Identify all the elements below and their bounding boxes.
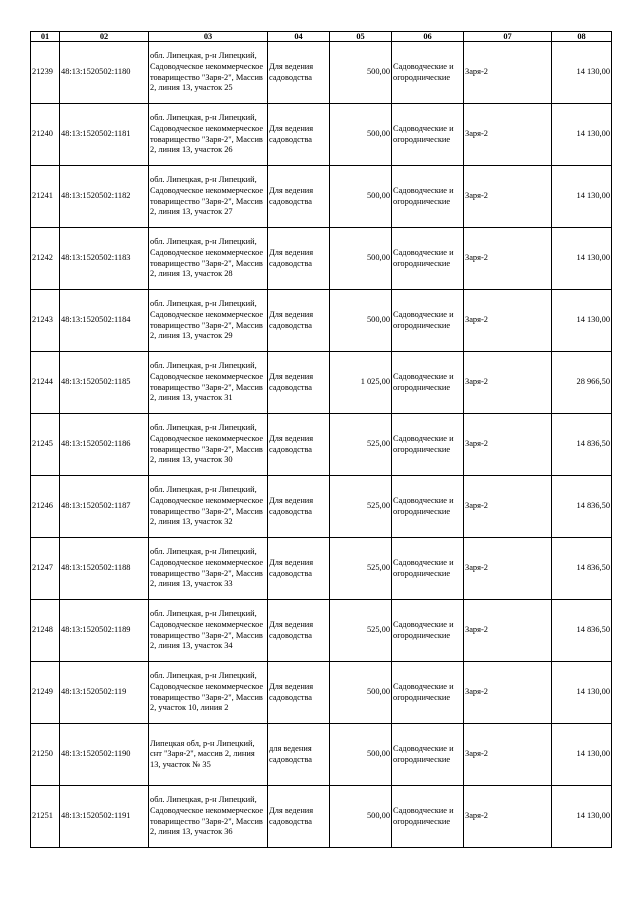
cadastral-value-cell: 14 130,00 [552,228,612,290]
area-cell: 525,00 [330,538,392,600]
permitted-use-cell: для ведения садоводства [268,724,330,786]
permitted-use-cell: Для ведения садоводства [268,104,330,166]
address-cell: обл. Липецкая, р-н Липецкий, Садоводческое некоммерческое товарищество "Заря-2", Массив 2, линия 13, участок 28 [149,228,268,290]
settlement-name-cell: Заря-2 [464,42,552,104]
record-id-cell: 21241 [31,166,60,228]
cadastral-number-cell: 48:13:1520502:1181 [60,104,149,166]
record-id-cell: 21250 [31,724,60,786]
area-cell: 500,00 [330,166,392,228]
permitted-use-cell: Для ведения садоводства [268,166,330,228]
record-id-cell: 21249 [31,662,60,724]
cadastral-number-cell: 48:13:1520502:119 [60,662,149,724]
cadastral-number-cell: 48:13:1520502:1188 [60,538,149,600]
table-row [31,104,612,166]
permitted-use-cell: Для ведения садоводства [268,42,330,104]
area-cell: 500,00 [330,42,392,104]
table-row [31,228,612,290]
address-cell: обл. Липецкая, р-н Липецкий, Садоводческое некоммерческое товарищество "Заря-2", Массив 2, линия 13, участок 32 [149,476,268,538]
record-id-cell: 21242 [31,228,60,290]
table-row [31,662,612,724]
category-cell: Садоводческие и огороднические [392,662,464,724]
area-cell: 500,00 [330,104,392,166]
cadastral-value-cell: 14 130,00 [552,786,612,848]
table-row [31,538,612,600]
category-cell: Садоводческие и огороднические [392,600,464,662]
category-cell: Садоводческие и огороднические [392,414,464,476]
address-cell: обл. Липецкая, р-н Липецкий, Садоводческое некоммерческое товарищество "Заря-2", Массив 2, линия 13, участок 31 [149,352,268,414]
address-cell: обл. Липецкая, р-н Липецкий, Садоводческое некоммерческое товарищество "Заря-2", Массив 2, линия 13, участок 29 [149,290,268,352]
table-row [31,166,612,228]
area-cell: 500,00 [330,724,392,786]
cadastral-number-cell: 48:13:1520502:1182 [60,166,149,228]
settlement-name-cell: Заря-2 [464,724,552,786]
record-id-cell: 21240 [31,104,60,166]
category-cell: Садоводческие и огороднические [392,786,464,848]
area-cell: 525,00 [330,476,392,538]
table-row [31,600,612,662]
cadastral-value-cell: 14 130,00 [552,724,612,786]
cadastral-value-cell: 14 130,00 [552,290,612,352]
settlement-name-cell: Заря-2 [464,662,552,724]
category-cell: Садоводческие и огороднические [392,290,464,352]
area-cell: 525,00 [330,600,392,662]
address-cell: обл. Липецкая, р-н Липецкий, Садоводческое некоммерческое товарищество "Заря-2", Массив 2, линия 13, участок 34 [149,600,268,662]
settlement-name-cell: Заря-2 [464,352,552,414]
settlement-name-cell: Заря-2 [464,166,552,228]
cadastral-number-cell: 48:13:1520502:1185 [60,352,149,414]
category-cell: Садоводческие и огороднические [392,42,464,104]
cadastral-value-cell: 28 966,50 [552,352,612,414]
record-id-cell: 21243 [31,290,60,352]
record-id-cell: 21239 [31,42,60,104]
column-header: 08 [552,32,612,42]
record-id-cell: 21246 [31,476,60,538]
address-cell: обл. Липецкая, р-н Липецкий, Садоводческое некоммерческое товарищество "Заря-2", Массив 2, линия 13, участок 26 [149,104,268,166]
cadastral-value-cell: 14 836,50 [552,538,612,600]
address-cell: обл. Липецкая, р-н Липецкий, Садоводческое некоммерческое товарищество "Заря-2", Массив 2, линия 13, участок 36 [149,786,268,848]
column-header: 06 [392,32,464,42]
address-cell: обл. Липецкая, р-н Липецкий, Садоводческое некоммерческое товарищество "Заря-2", Массив 2, участок 10, линия 2 [149,662,268,724]
settlement-name-cell: Заря-2 [464,786,552,848]
land-registry-table [30,31,612,848]
column-header: 02 [60,32,149,42]
permitted-use-cell: Для ведения садоводства [268,662,330,724]
table-row [31,290,612,352]
column-header: 01 [31,32,60,42]
address-cell: Липецкая обл, р-н Липецкий, снт "Заря-2", массив 2, линия 13, участок № 35 [149,724,268,786]
address-cell: обл. Липецкая, р-н Липецкий, Садоводческое некоммерческое товарищество "Заря-2", Массив 2, линия 13, участок 33 [149,538,268,600]
category-cell: Садоводческие и огороднические [392,166,464,228]
cadastral-number-cell: 48:13:1520502:1187 [60,476,149,538]
cadastral-number-cell: 48:13:1520502:1191 [60,786,149,848]
area-cell: 500,00 [330,228,392,290]
category-cell: Садоводческие и огороднические [392,476,464,538]
area-cell: 500,00 [330,662,392,724]
cadastral-number-cell: 48:13:1520502:1184 [60,290,149,352]
column-header: 03 [149,32,268,42]
area-cell: 500,00 [330,290,392,352]
cadastral-number-cell: 48:13:1520502:1186 [60,414,149,476]
table-row [31,414,612,476]
cadastral-number-cell: 48:13:1520502:1190 [60,724,149,786]
area-cell: 1 025,00 [330,352,392,414]
settlement-name-cell: Заря-2 [464,538,552,600]
table-row [31,724,612,786]
column-header: 05 [330,32,392,42]
permitted-use-cell: Для ведения садоводства [268,538,330,600]
table-row [31,476,612,538]
cadastral-value-cell: 14 836,50 [552,476,612,538]
settlement-name-cell: Заря-2 [464,104,552,166]
permitted-use-cell: Для ведения садоводства [268,414,330,476]
settlement-name-cell: Заря-2 [464,414,552,476]
category-cell: Садоводческие и огороднические [392,352,464,414]
cadastral-value-cell: 14 130,00 [552,42,612,104]
table-row [31,352,612,414]
permitted-use-cell: Для ведения садоводства [268,786,330,848]
record-id-cell: 21244 [31,352,60,414]
category-cell: Садоводческие и огороднические [392,538,464,600]
settlement-name-cell: Заря-2 [464,228,552,290]
table-header-row [31,32,612,42]
category-cell: Садоводческие и огороднические [392,104,464,166]
record-id-cell: 21251 [31,786,60,848]
table-row [31,786,612,848]
cadastral-value-cell: 14 836,50 [552,414,612,476]
address-cell: обл. Липецкая, р-н Липецкий, Садоводческое некоммерческое товарищество "Заря-2", Массив 2, линия 13, участок 25 [149,42,268,104]
record-id-cell: 21247 [31,538,60,600]
cadastral-value-cell: 14 836,50 [552,600,612,662]
settlement-name-cell: Заря-2 [464,290,552,352]
settlement-name-cell: Заря-2 [464,600,552,662]
settlement-name-cell: Заря-2 [464,476,552,538]
permitted-use-cell: Для ведения садоводства [268,352,330,414]
permitted-use-cell: Для ведения садоводства [268,290,330,352]
permitted-use-cell: Для ведения садоводства [268,476,330,538]
permitted-use-cell: Для ведения садоводства [268,228,330,290]
column-header: 04 [268,32,330,42]
cadastral-number-cell: 48:13:1520502:1180 [60,42,149,104]
cadastral-number-cell: 48:13:1520502:1183 [60,228,149,290]
cadastral-value-cell: 14 130,00 [552,166,612,228]
cadastral-value-cell: 14 130,00 [552,662,612,724]
address-cell: обл. Липецкая, р-н Липецкий, Садоводческое некоммерческое товарищество "Заря-2", Массив 2, линия 13, участок 30 [149,414,268,476]
category-cell: Садоводческие и огороднические [392,228,464,290]
cadastral-value-cell: 14 130,00 [552,104,612,166]
category-cell: Садоводческие и огороднические [392,724,464,786]
cadastral-number-cell: 48:13:1520502:1189 [60,600,149,662]
area-cell: 525,00 [330,414,392,476]
area-cell: 500,00 [330,786,392,848]
table-row [31,42,612,104]
permitted-use-cell: Для ведения садоводства [268,600,330,662]
address-cell: обл. Липецкая, р-н Липецкий, Садоводческое некоммерческое товарищество "Заря-2", Массив 2, линия 13, участок 27 [149,166,268,228]
record-id-cell: 21248 [31,600,60,662]
column-header: 07 [464,32,552,42]
record-id-cell: 21245 [31,414,60,476]
